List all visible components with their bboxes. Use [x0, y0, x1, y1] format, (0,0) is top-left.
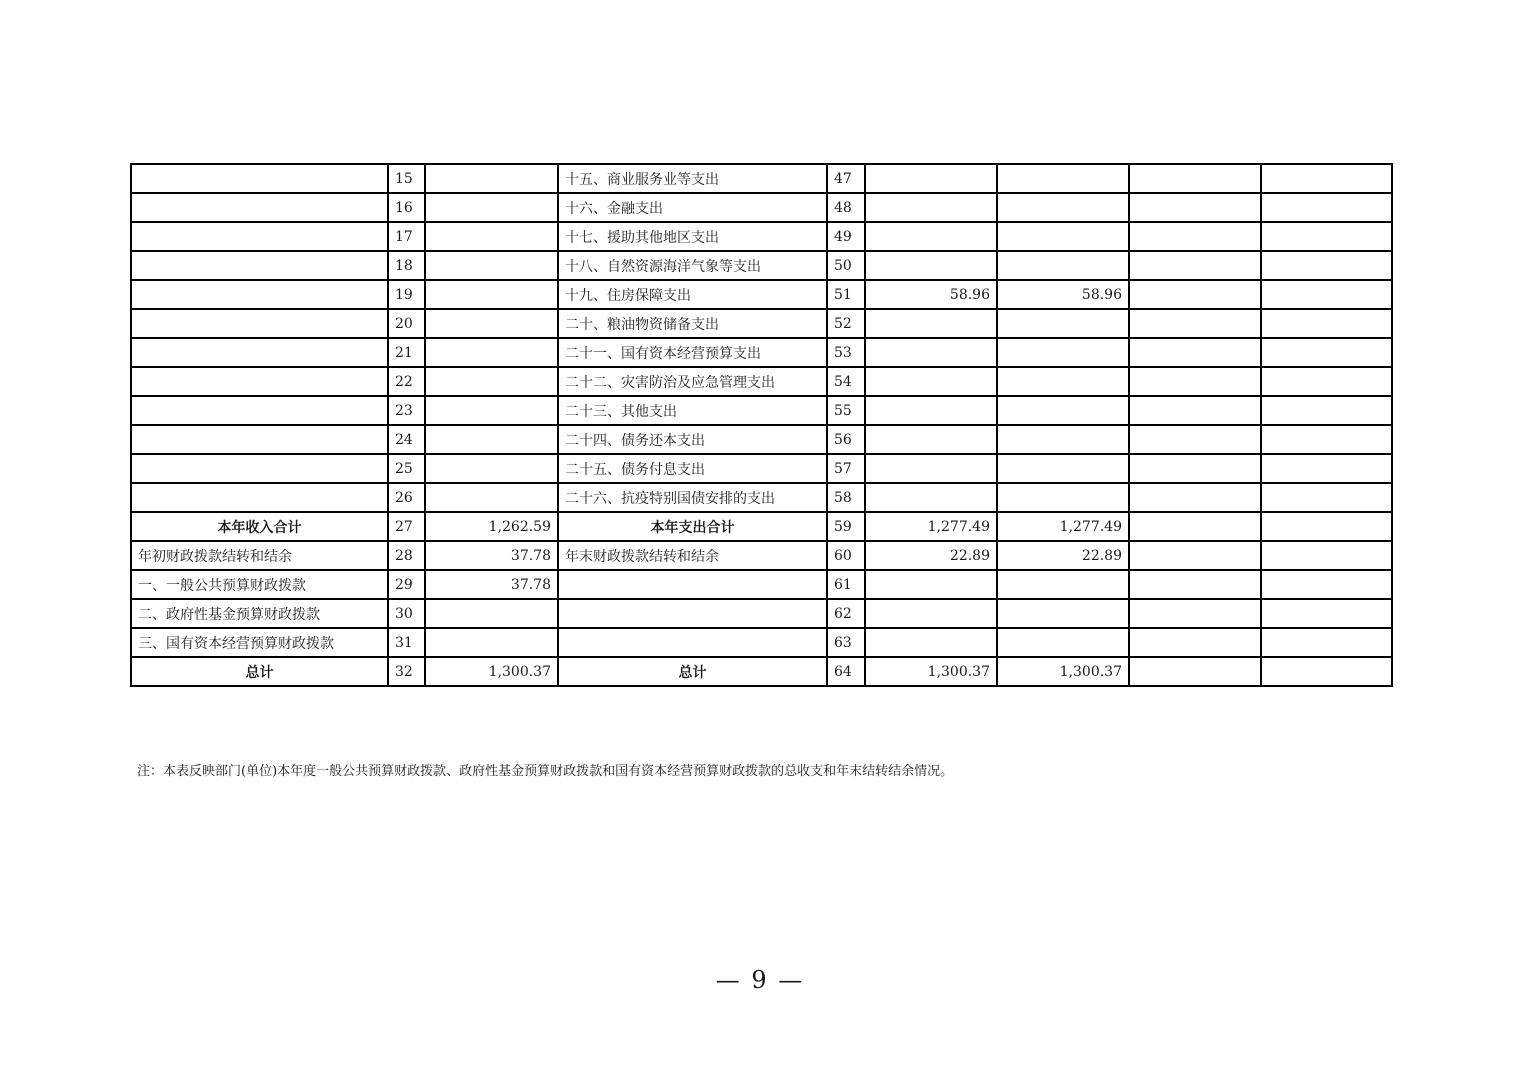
table-row — [131, 251, 1392, 280]
expense-total-cell: 1,277.49 — [865, 512, 997, 541]
expense-total-cell — [865, 599, 997, 628]
income-item-cell: 一、一般公共预算财政拨款 — [131, 570, 388, 599]
income-seq-cell: 21 — [388, 338, 425, 367]
expense-item-cell: 本年支出合计 — [558, 512, 827, 541]
income-seq-cell: 31 — [388, 628, 425, 657]
general-budget-cell: 1,300.37 — [997, 657, 1129, 686]
income-item-cell — [131, 222, 388, 251]
fund-budget-cell — [1129, 338, 1261, 367]
income-seq-cell: 15 — [388, 164, 425, 193]
income-amount-cell — [425, 425, 558, 454]
expense-seq-cell: 63 — [827, 628, 865, 657]
fund-budget-cell — [1129, 309, 1261, 338]
expense-total-cell — [865, 454, 997, 483]
expense-total-cell — [865, 628, 997, 657]
income-item-cell — [131, 425, 388, 454]
expense-total-cell — [865, 338, 997, 367]
expense-seq-cell: 50 — [827, 251, 865, 280]
general-budget-cell — [997, 483, 1129, 512]
income-item-cell — [131, 193, 388, 222]
expense-item-cell: 二十六、抗疫特别国债安排的支出 — [558, 483, 827, 512]
expense-total-cell — [865, 367, 997, 396]
state-capital-budget-cell — [1261, 425, 1392, 454]
general-budget-cell — [997, 251, 1129, 280]
fund-budget-cell — [1129, 599, 1261, 628]
income-seq-cell: 30 — [388, 599, 425, 628]
expense-total-cell: 1,300.37 — [865, 657, 997, 686]
expense-seq-cell: 60 — [827, 541, 865, 570]
fund-budget-cell — [1129, 512, 1261, 541]
expense-total-cell — [865, 222, 997, 251]
general-budget-cell — [997, 454, 1129, 483]
table-row — [131, 164, 1392, 193]
general-budget-cell: 22.89 — [997, 541, 1129, 570]
income-seq-cell: 17 — [388, 222, 425, 251]
income-amount-cell — [425, 164, 558, 193]
income-item-cell — [131, 396, 388, 425]
page-number: — 9 — — [715, 966, 805, 994]
expense-total-cell — [865, 164, 997, 193]
fund-budget-cell — [1129, 483, 1261, 512]
general-budget-cell: 58.96 — [997, 280, 1129, 309]
income-item-cell — [131, 164, 388, 193]
fund-budget-cell — [1129, 396, 1261, 425]
budget-table-container — [130, 163, 1391, 687]
income-amount-cell — [425, 483, 558, 512]
income-amount-cell — [425, 628, 558, 657]
income-amount-cell: 1,262.59 — [425, 512, 558, 541]
expense-item-cell: 二十、粮油物资储备支出 — [558, 309, 827, 338]
table-row — [131, 425, 1392, 454]
state-capital-budget-cell — [1261, 628, 1392, 657]
table-row — [131, 599, 1392, 628]
fund-budget-cell — [1129, 454, 1261, 483]
income-amount-cell — [425, 367, 558, 396]
expense-item-cell: 二十二、灾害防治及应急管理支出 — [558, 367, 827, 396]
state-capital-budget-cell — [1261, 338, 1392, 367]
general-budget-cell — [997, 164, 1129, 193]
fund-budget-cell — [1129, 628, 1261, 657]
state-capital-budget-cell — [1261, 222, 1392, 251]
income-amount-cell: 1,300.37 — [425, 657, 558, 686]
income-amount-cell — [425, 193, 558, 222]
fund-budget-cell — [1129, 541, 1261, 570]
table-row — [131, 628, 1392, 657]
expense-total-cell — [865, 396, 997, 425]
table-row — [131, 367, 1392, 396]
expense-item-cell: 十五、商业服务业等支出 — [558, 164, 827, 193]
expense-seq-cell: 56 — [827, 425, 865, 454]
table-row — [131, 280, 1392, 309]
table-row — [131, 309, 1392, 338]
expense-total-cell — [865, 193, 997, 222]
income-item-cell — [131, 454, 388, 483]
table-row — [131, 222, 1392, 251]
expense-item-cell: 十六、金融支出 — [558, 193, 827, 222]
table-row — [131, 483, 1392, 512]
expense-seq-cell: 58 — [827, 483, 865, 512]
budget-table — [130, 163, 1393, 687]
income-item-cell — [131, 309, 388, 338]
state-capital-budget-cell — [1261, 251, 1392, 280]
state-capital-budget-cell — [1261, 280, 1392, 309]
income-seq-cell: 25 — [388, 454, 425, 483]
income-seq-cell: 24 — [388, 425, 425, 454]
expense-seq-cell: 48 — [827, 193, 865, 222]
income-item-cell: 二、政府性基金预算财政拨款 — [131, 599, 388, 628]
income-item-cell: 总计 — [131, 657, 388, 686]
fund-budget-cell — [1129, 193, 1261, 222]
income-amount-cell — [425, 280, 558, 309]
income-item-cell: 年初财政拨款结转和结余 — [131, 541, 388, 570]
general-budget-cell — [997, 425, 1129, 454]
expense-seq-cell: 52 — [827, 309, 865, 338]
expense-seq-cell: 53 — [827, 338, 865, 367]
expense-item-cell — [558, 599, 827, 628]
expense-item-cell: 十九、住房保障支出 — [558, 280, 827, 309]
state-capital-budget-cell — [1261, 367, 1392, 396]
income-amount-cell: 37.78 — [425, 541, 558, 570]
expense-item-cell — [558, 570, 827, 599]
expense-total-cell — [865, 570, 997, 599]
budget-table-body — [131, 164, 1392, 686]
income-item-cell — [131, 483, 388, 512]
general-budget-cell — [997, 396, 1129, 425]
expense-seq-cell: 55 — [827, 396, 865, 425]
income-amount-cell: 37.78 — [425, 570, 558, 599]
expense-seq-cell: 49 — [827, 222, 865, 251]
income-item-cell — [131, 367, 388, 396]
income-amount-cell — [425, 454, 558, 483]
table-row — [131, 396, 1392, 425]
state-capital-budget-cell — [1261, 396, 1392, 425]
expense-total-cell: 58.96 — [865, 280, 997, 309]
income-amount-cell — [425, 338, 558, 367]
table-row — [131, 193, 1392, 222]
income-item-cell: 本年收入合计 — [131, 512, 388, 541]
income-seq-cell: 27 — [388, 512, 425, 541]
state-capital-budget-cell — [1261, 193, 1392, 222]
general-budget-cell — [997, 222, 1129, 251]
general-budget-cell — [997, 309, 1129, 338]
expense-item-cell: 二十一、国有资本经营预算支出 — [558, 338, 827, 367]
general-budget-cell — [997, 599, 1129, 628]
table-row — [131, 657, 1392, 686]
general-budget-cell — [997, 193, 1129, 222]
income-seq-cell: 28 — [388, 541, 425, 570]
expense-item-cell: 十八、自然资源海洋气象等支出 — [558, 251, 827, 280]
fund-budget-cell — [1129, 251, 1261, 280]
income-amount-cell — [425, 309, 558, 338]
expense-total-cell — [865, 251, 997, 280]
state-capital-budget-cell — [1261, 657, 1392, 686]
table-row — [131, 570, 1392, 599]
income-item-cell — [131, 338, 388, 367]
expense-item-cell: 十七、援助其他地区支出 — [558, 222, 827, 251]
income-seq-cell: 19 — [388, 280, 425, 309]
table-footnote: 注：本表反映部门(单位)本年度一般公共预算财政拨款、政府性基金预算财政拨款和国有资本经营预算财政拨款的总收支和年末结转结余情况。 — [137, 764, 954, 779]
fund-budget-cell — [1129, 570, 1261, 599]
general-budget-cell — [997, 367, 1129, 396]
expense-seq-cell: 61 — [827, 570, 865, 599]
income-amount-cell — [425, 396, 558, 425]
expense-item-cell: 二十三、其他支出 — [558, 396, 827, 425]
state-capital-budget-cell — [1261, 483, 1392, 512]
table-row — [131, 338, 1392, 367]
expense-item-cell: 二十五、债务付息支出 — [558, 454, 827, 483]
expense-total-cell: 22.89 — [865, 541, 997, 570]
income-seq-cell: 18 — [388, 251, 425, 280]
expense-seq-cell: 51 — [827, 280, 865, 309]
general-budget-cell — [997, 628, 1129, 657]
fund-budget-cell — [1129, 280, 1261, 309]
fund-budget-cell — [1129, 367, 1261, 396]
state-capital-budget-cell — [1261, 454, 1392, 483]
income-seq-cell: 26 — [388, 483, 425, 512]
table-row — [131, 512, 1392, 541]
expense-item-cell: 年末财政拨款结转和结余 — [558, 541, 827, 570]
income-seq-cell: 29 — [388, 570, 425, 599]
expense-item-cell: 总计 — [558, 657, 827, 686]
state-capital-budget-cell — [1261, 599, 1392, 628]
state-capital-budget-cell — [1261, 512, 1392, 541]
income-amount-cell — [425, 251, 558, 280]
income-amount-cell — [425, 599, 558, 628]
table-row — [131, 541, 1392, 570]
state-capital-budget-cell — [1261, 164, 1392, 193]
income-seq-cell: 23 — [388, 396, 425, 425]
expense-item-cell — [558, 628, 827, 657]
general-budget-cell — [997, 570, 1129, 599]
fund-budget-cell — [1129, 164, 1261, 193]
state-capital-budget-cell — [1261, 309, 1392, 338]
fund-budget-cell — [1129, 222, 1261, 251]
expense-seq-cell: 54 — [827, 367, 865, 396]
income-item-cell — [131, 251, 388, 280]
expense-seq-cell: 64 — [827, 657, 865, 686]
income-item-cell: 三、国有资本经营预算财政拨款 — [131, 628, 388, 657]
fund-budget-cell — [1129, 425, 1261, 454]
income-seq-cell: 22 — [388, 367, 425, 396]
expense-seq-cell: 47 — [827, 164, 865, 193]
income-seq-cell: 32 — [388, 657, 425, 686]
state-capital-budget-cell — [1261, 541, 1392, 570]
expense-item-cell: 二十四、债务还本支出 — [558, 425, 827, 454]
table-row — [131, 454, 1392, 483]
income-seq-cell: 20 — [388, 309, 425, 338]
expense-seq-cell: 59 — [827, 512, 865, 541]
expense-seq-cell: 57 — [827, 454, 865, 483]
general-budget-cell: 1,277.49 — [997, 512, 1129, 541]
income-amount-cell — [425, 222, 558, 251]
expense-total-cell — [865, 483, 997, 512]
general-budget-cell — [997, 338, 1129, 367]
income-seq-cell: 16 — [388, 193, 425, 222]
expense-total-cell — [865, 309, 997, 338]
expense-seq-cell: 62 — [827, 599, 865, 628]
income-item-cell — [131, 280, 388, 309]
fund-budget-cell — [1129, 657, 1261, 686]
state-capital-budget-cell — [1261, 570, 1392, 599]
expense-total-cell — [865, 425, 997, 454]
